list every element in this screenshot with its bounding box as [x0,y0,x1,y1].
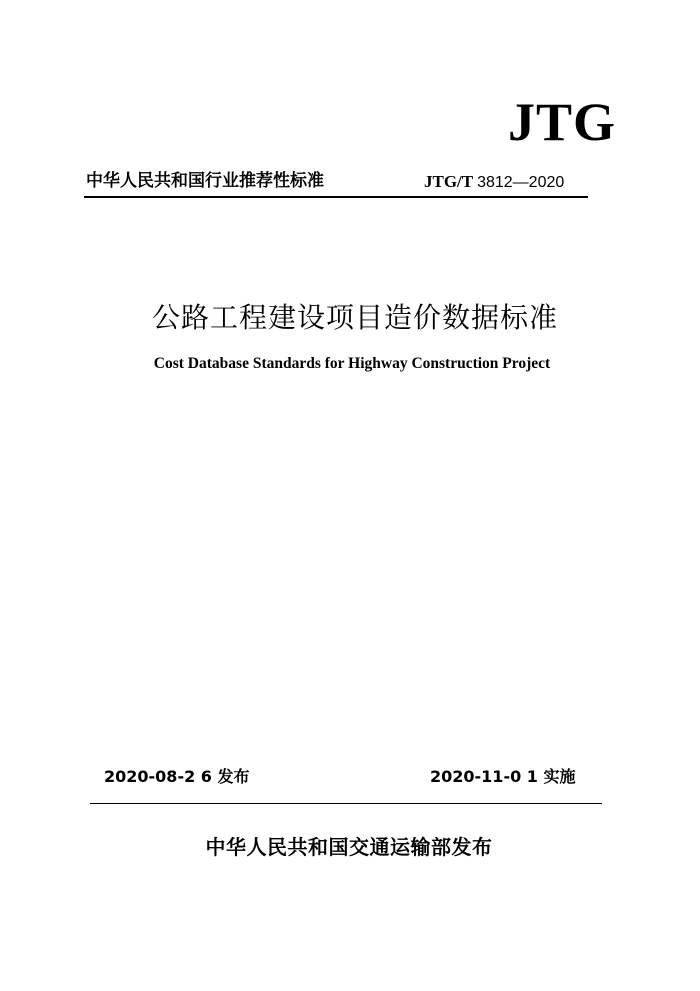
effective-date: 2020-11-0 1 实施 [430,767,576,786]
document-title-english: Cost Database Standards for Highway Construction Project [153,355,551,372]
issue-date: 2020-08-2 6 发布 [104,767,250,786]
standard-category: 中华人民共和国行业推荐性标准 [86,171,324,191]
document-title-chinese: 公路工程建设项目造价数据标准 [151,301,558,334]
header-divider [84,196,588,198]
footer-divider [90,803,602,804]
standard-code-prefix: JTG/T [424,172,473,191]
jtg-logo: JTG [507,92,616,152]
standard-code-number: 3812—2020 [477,174,565,191]
standard-code [424,170,564,195]
publisher: 中华人民共和国交通运输部发布 [205,835,493,859]
